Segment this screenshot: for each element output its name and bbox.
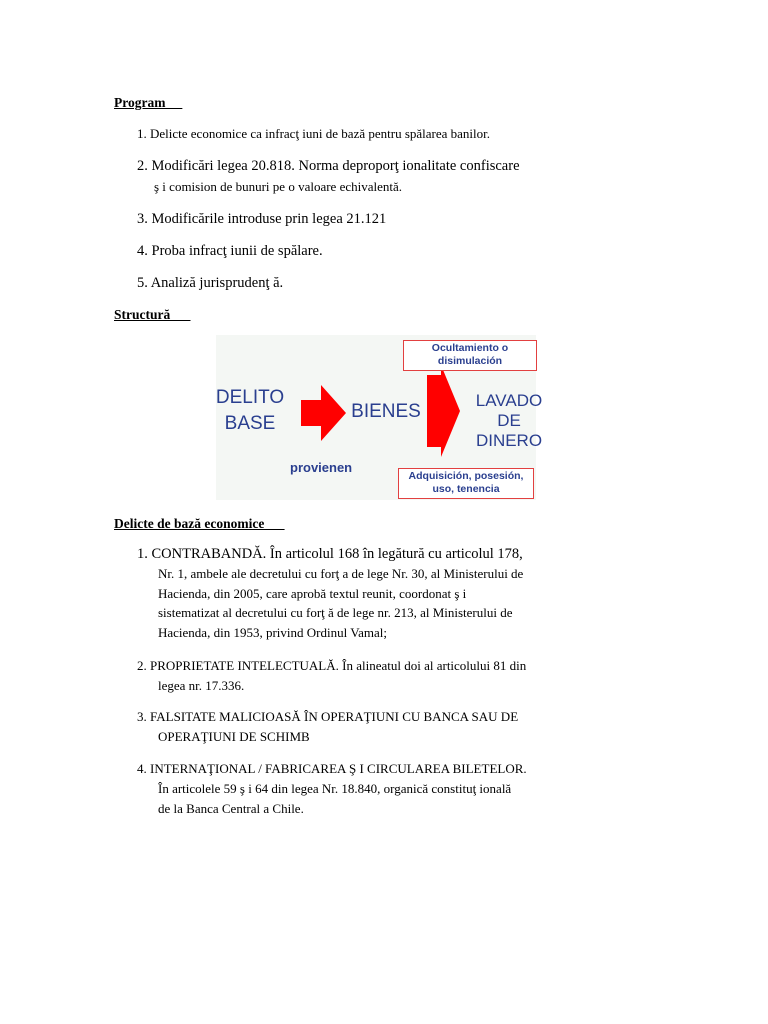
lavado-line-2: DE — [497, 411, 521, 430]
program-item-4: 4. Proba infracţ iunii de spălare. — [137, 243, 323, 259]
bases-item-4-cont-2: de la Banca Central a Chile. — [158, 801, 304, 816]
ocultamiento-box — [403, 340, 537, 371]
bases-item-3-cont: OPERAŢIUNI DE SCHIMB — [158, 729, 310, 744]
adquisicion-line-1: Adquisición, posesión, — [408, 470, 524, 482]
adquisicion-line-2: uso, tenencia — [432, 483, 500, 495]
structure-diagram — [215, 335, 543, 500]
bases-item-1-cont-3: sistematizat al decretului cu forţ ă de lege nr. 213, al Ministerului de — [158, 605, 513, 620]
bienes-label: BIENES — [351, 401, 421, 422]
ocultamiento-line-1: Ocultamiento o — [431, 342, 509, 354]
bases-item-2-cont: legea nr. 17.336. — [158, 678, 245, 693]
lavado-label — [472, 391, 546, 451]
bases-item-1-cont-2: Hacienda, din 2005, care aprobă textul reunit, coordonat ş i — [158, 586, 467, 601]
arrow-bienes-lavado — [427, 365, 460, 457]
bases-item-2: 2. PROPRIETATE INTELECTUALĂ. În alineatul doi al articolului 81 din — [137, 658, 527, 673]
bases-item-1-cont-1: Nr. 1, ambele ale decretului cu forţ a de lege Nr. 30, al Ministerului de — [158, 566, 524, 581]
bases-item-1-cont-4: Hacienda, din 1953, privind Ordinul Vamal; — [158, 625, 388, 640]
bases-item-1: 1. CONTRABANDĂ. În articolul 168 în legătură cu articolul 178, — [137, 546, 523, 562]
program-item-2-cont: ş i comision de bunuri pe o valoare echivalentă. — [154, 179, 403, 194]
bases-heading: Delicte de bază economice — [114, 516, 285, 531]
program-item-3: 3. Modificările introduse prin legea 21.121 — [137, 211, 387, 227]
provienen-label: provienen — [290, 460, 353, 475]
lavado-line-3: DINERO — [475, 431, 543, 450]
program-item-1: 1. Delicte economice ca infracţ iuni de bază pentru spălarea banilor. — [137, 126, 490, 141]
bases-item-4: 4. INTERNAŢIONAL / FABRICAREA Ş I CIRCULAREA BILETELOR. — [137, 761, 527, 776]
ocultamiento-line-2: disimulación — [437, 355, 503, 367]
program-item-2: 2. Modificări legea 20.818. Norma deproporţ ionalitate confiscare — [137, 158, 520, 174]
lavado-line-1: LAVADO — [475, 391, 543, 410]
adquisicion-box — [398, 468, 534, 499]
delito-base-label — [212, 385, 288, 437]
arrow-delito-bienes — [301, 385, 346, 441]
delito-line-1: DELITO — [215, 387, 285, 408]
bases-item-3: 3. FALSITATE MALICIOASĂ ÎN OPERAŢIUNI CU BANCA SAU DE — [137, 709, 519, 724]
program-heading: Program — [114, 95, 183, 110]
structure-heading: Structură — [114, 307, 191, 322]
program-item-5: 5. Analiză jurisprudenţ ă. — [137, 275, 284, 291]
bases-item-4-cont-1: În articolele 59 ş i 64 din legea Nr. 18.840, organică constituţ ională — [158, 781, 512, 796]
delito-line-2: BASE — [224, 413, 276, 434]
